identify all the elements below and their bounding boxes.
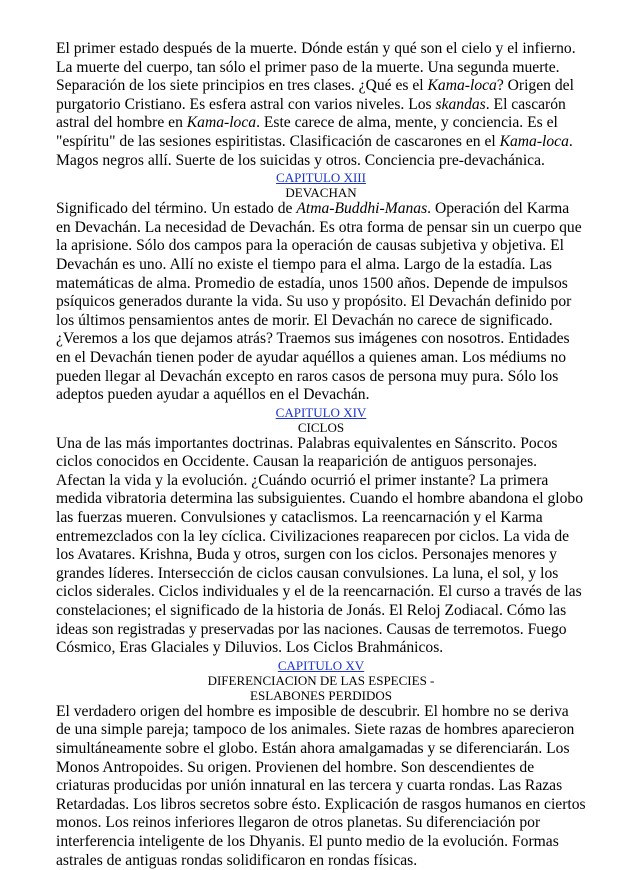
text-run: . El cascarón astral del hombre en xyxy=(56,95,566,132)
chapter-title-15-line-1: DIFERENCIACION DE LAS ESPECIES - xyxy=(207,672,435,688)
text-run: Una de las más importantes doctrinas. Palabras equivalentes en Sánscrito. Pocos ciclos conocidos en Occidente. Causan la reaparición de antiguos personajes. Afectan la vida y la evolución. ¿Cuándo ocurrió el primer instante? La primera medida vibratoria determina las subsiguientes. Cuando el hombre abandona el globo las fuerzas mueren. Convulsiones y cataclismos. La reencarnación y el Karma entremezclados con la ley cíclica. Civilizaciones reaparecen por ciclos. La vida de los Avatares. Krishna, Buda y otros, surgen con los ciclos. Personajes menores y grandes líderes. Intersección de ciclos causan convulsiones. La luna, el sol, y los ciclos siderales. Ciclos individuales y el de la reencarnación. El curso a través de las constelaciones; el significado de la historia de Jonás. El Reloj Zodiacal. Cómo las ideas son registradas y preservadas por las naciones. Causas de terremotos. Fuego Cósmico, Eras Glaciales y Diluvios. Los Ciclos Brahmánicos. xyxy=(56,434,584,657)
chapter-link-13[interactable]: CAPITULO XIII xyxy=(276,170,366,186)
summary-paragraph-0 xyxy=(56,40,586,170)
italic-term: Atma-Buddhi-Manas xyxy=(296,200,428,218)
chapter-heading-13 xyxy=(56,170,586,185)
summary-paragraph-13 xyxy=(56,200,586,405)
text-run: ? Origen del purgatorio Cristiano. Es esfera astral con varios niveles. Los xyxy=(56,77,574,113)
chapter-heading-14 xyxy=(56,405,586,420)
text-run: . Operación del Karma en Devachán. La necesidad de Devachán. Es otra forma de pensar sin un cuerpo que la aprisione. Sólo dos campos para la operación de causas subjetiva y objetiva. El Devachán es uno. Allí no existe el tiempo para el alma. Largo de la estadía. Las matemáticas de alma. Promedio de estadía, unos 1500 años. Depende de impulsos psíquicos generados durante la vida. Su uso y propósito. El Devachán definido por los últimos pensamientos antes de morir. El Devachán no carece de significado. ¿Veremos a los que dejamos atrás? Traemos sus imágenes con nosotros. Entidades en el Devachán tienen poder de ayudar aquéllos a quienes aman. Los médiums no pueden llegar al Devachán excepto en raros casos de persona muy pura. Sólo los adeptos pueden ayudar a aquéllos en el Devachán. xyxy=(56,200,582,404)
text-run: El verdadero origen del hombre es imposible de descubrir. El hombre no se deriva de una simple pareja; tampoco de los animales. Siete razas de hombres aparecieron simultáneamente sobre el globo. Están ahora amalgamadas y se diferenciarán. Los Monos Antropoides. Su origen. Provienen del hombre. Son descendientes de criaturas producidas por unión innatural en las tercera y cuarta rondas. Las Razas Retardadas. Los libros secretos sobre ésto. Explicación de rasgos humanos en ciertos monos. Los reinos inferiores llegaron de otros planetas. Su diferenciación por interferencia inteligente de los Dhyanis. El punto medio de la evolución. Formas astrales de antiguas rondas solidificaron en rondas físicas. xyxy=(56,702,586,869)
chapter-title-13: DEVACHAN xyxy=(285,185,357,201)
chapter-title-15-line-2: ESLABONES PERDIDOS xyxy=(250,687,392,703)
text-run: . Magos negros allí. Suerte de los suicidas y otros. Conciencia pre-devachánica. xyxy=(56,132,573,169)
italic-term: skandas xyxy=(435,95,486,113)
text-run: El primer estado después de la muerte. Dónde están y qué son el cielo y el infierno. La muerte del cuerpo, tan sólo el primer paso de la muerte. Una segunda muerte. Separación de los siete principios en tres clases. ¿Qué es el xyxy=(56,40,576,95)
document-page xyxy=(56,40,586,870)
chapter-title-14: CICLOS xyxy=(297,419,345,435)
text-run: . Este carece de alma, mente, y conciencia. Es el "espíritu" de las sesiones espiritistas. Clasificación de cascarones en el xyxy=(56,114,558,150)
italic-term: Kama-loca xyxy=(427,77,497,95)
summary-paragraph-15 xyxy=(56,703,586,870)
italic-term: Kama-loca xyxy=(499,132,569,150)
italic-term: Kama-loca xyxy=(186,114,257,132)
chapter-link-15[interactable]: CAPITULO XV xyxy=(277,657,365,673)
chapter-heading-15 xyxy=(56,658,586,673)
summary-paragraph-14 xyxy=(56,435,586,658)
text-run: Significado del término. Un estado de xyxy=(56,200,297,218)
chapter-link-14[interactable]: CAPITULO XIV xyxy=(275,404,367,420)
